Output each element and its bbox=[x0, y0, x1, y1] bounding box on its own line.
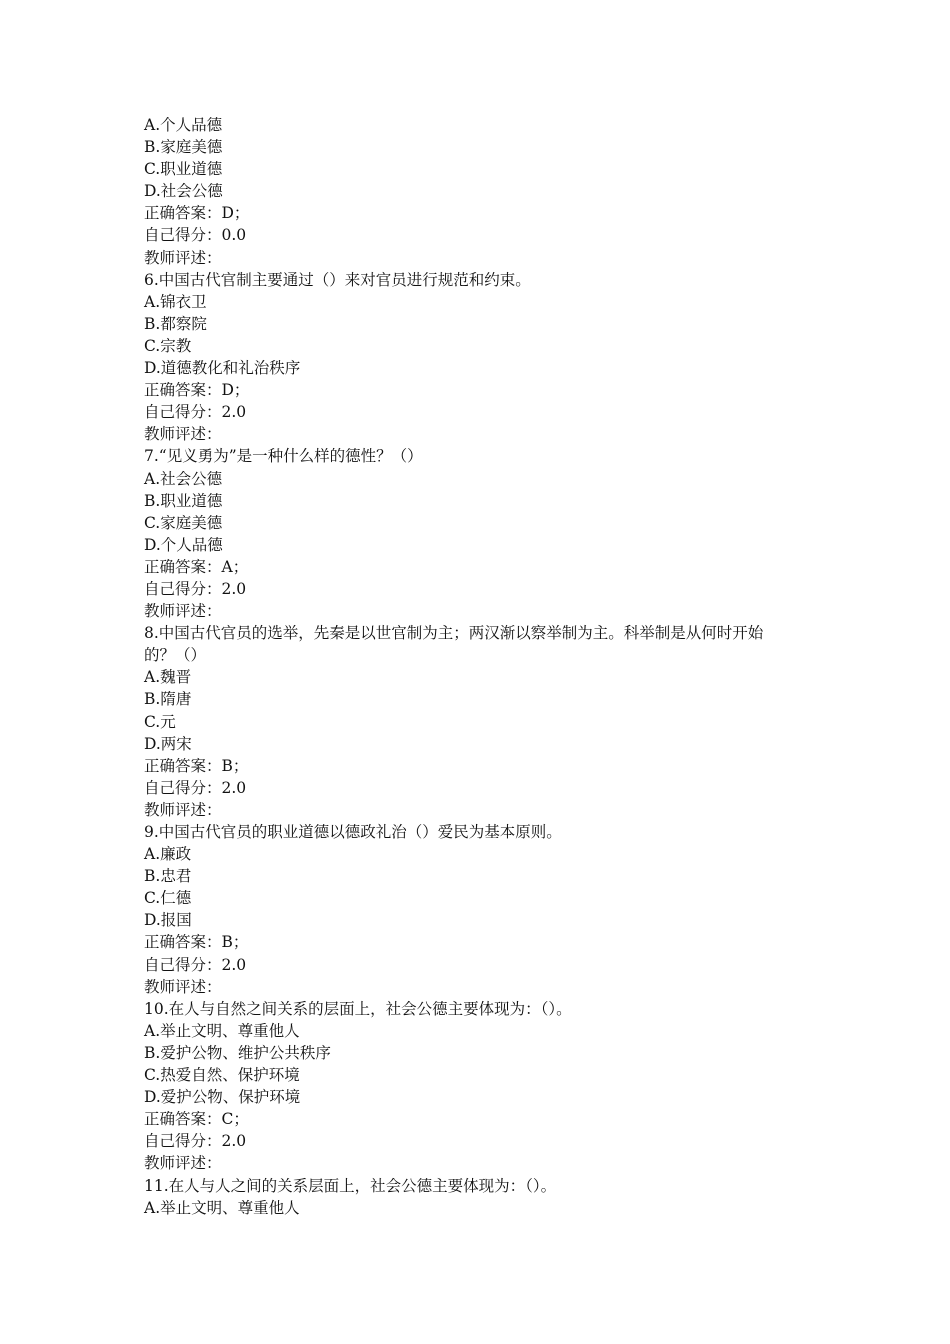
option-c: C.家庭美德 bbox=[144, 513, 223, 532]
question-text-continued: 的？（） bbox=[144, 646, 207, 665]
own-score: 自己得分：2.0 bbox=[144, 778, 247, 797]
own-score: 自己得分：2.0 bbox=[144, 403, 247, 422]
option-c: C.仁德 bbox=[144, 889, 192, 908]
option-a: A.廉政 bbox=[144, 845, 192, 864]
question-text: 6.中国古代官制主要通过（）来对官员进行规范和约束。 bbox=[144, 270, 531, 289]
question-text: 9.中国古代官员的职业道德以德政礼治（）爱民为基本原则。 bbox=[144, 823, 562, 841]
option-c: C.职业道德 bbox=[144, 160, 223, 179]
question-text: 8.中国古代官员的选举，先秦是以世官制为主；两汉渐以察举制为主。科举制是从何时开始 bbox=[144, 624, 764, 643]
teacher-comment: 教师评述： bbox=[144, 977, 222, 996]
option-c: C.元 bbox=[144, 712, 176, 731]
option-a: A.社会公德 bbox=[144, 469, 223, 488]
correct-answer: 正确答案：D； bbox=[144, 204, 250, 223]
document-body bbox=[144, 114, 824, 1219]
correct-answer: 正确答案：B； bbox=[144, 933, 249, 952]
own-score: 自己得分：2.0 bbox=[144, 955, 247, 974]
option-b: B.爱护公物、维护公共秩序 bbox=[144, 1043, 331, 1062]
option-b: B.忠君 bbox=[144, 867, 192, 886]
own-score: 自己得分：0.0 bbox=[144, 226, 247, 245]
option-b: B.都察院 bbox=[144, 314, 207, 333]
option-d: D.报国 bbox=[144, 911, 192, 930]
question-text: 11.在人与人之间的关系层面上，社会公德主要体现为：（）。 bbox=[144, 1176, 557, 1195]
option-d: D.社会公德 bbox=[144, 182, 223, 201]
option-b: B.隋唐 bbox=[144, 690, 192, 709]
question-text: 10.在人与自然之间关系的层面上，社会公德主要体现为：（）。 bbox=[144, 999, 572, 1018]
correct-answer: 正确答案：B； bbox=[144, 756, 249, 775]
option-d: D.个人品德 bbox=[144, 535, 223, 554]
teacher-comment: 教师评述： bbox=[144, 425, 222, 444]
question-text: 7.“见义勇为”是一种什么样的德性？（） bbox=[144, 447, 423, 466]
teacher-comment: 教师评述： bbox=[144, 1154, 222, 1173]
correct-answer: 正确答案：D； bbox=[144, 381, 250, 400]
own-score: 自己得分：2.0 bbox=[144, 579, 247, 598]
teacher-comment: 教师评述： bbox=[144, 800, 222, 819]
option-c: C.宗教 bbox=[144, 336, 192, 355]
option-b: B.家庭美德 bbox=[144, 138, 223, 157]
option-b: B.职业道德 bbox=[144, 491, 223, 510]
option-a: A.锦衣卫 bbox=[144, 292, 207, 311]
option-c: C.热爱自然、保护环境 bbox=[144, 1066, 300, 1085]
own-score: 自己得分：2.0 bbox=[144, 1132, 247, 1151]
teacher-comment: 教师评述： bbox=[144, 248, 222, 267]
option-a: A.个人品德 bbox=[144, 116, 223, 134]
correct-answer: 正确答案：A； bbox=[144, 557, 249, 576]
correct-answer: 正确答案：C； bbox=[144, 1110, 249, 1129]
option-a: A.举止文明、尊重他人 bbox=[144, 1021, 300, 1040]
option-d: D.爱护公物、保护环境 bbox=[144, 1088, 301, 1107]
option-d: D.道德教化和礼治秩序 bbox=[144, 359, 301, 378]
option-a: A.魏晋 bbox=[144, 668, 192, 687]
teacher-comment: 教师评述： bbox=[144, 602, 222, 621]
option-a: A.举止文明、尊重他人 bbox=[144, 1198, 300, 1217]
option-d: D.两宋 bbox=[144, 734, 192, 753]
